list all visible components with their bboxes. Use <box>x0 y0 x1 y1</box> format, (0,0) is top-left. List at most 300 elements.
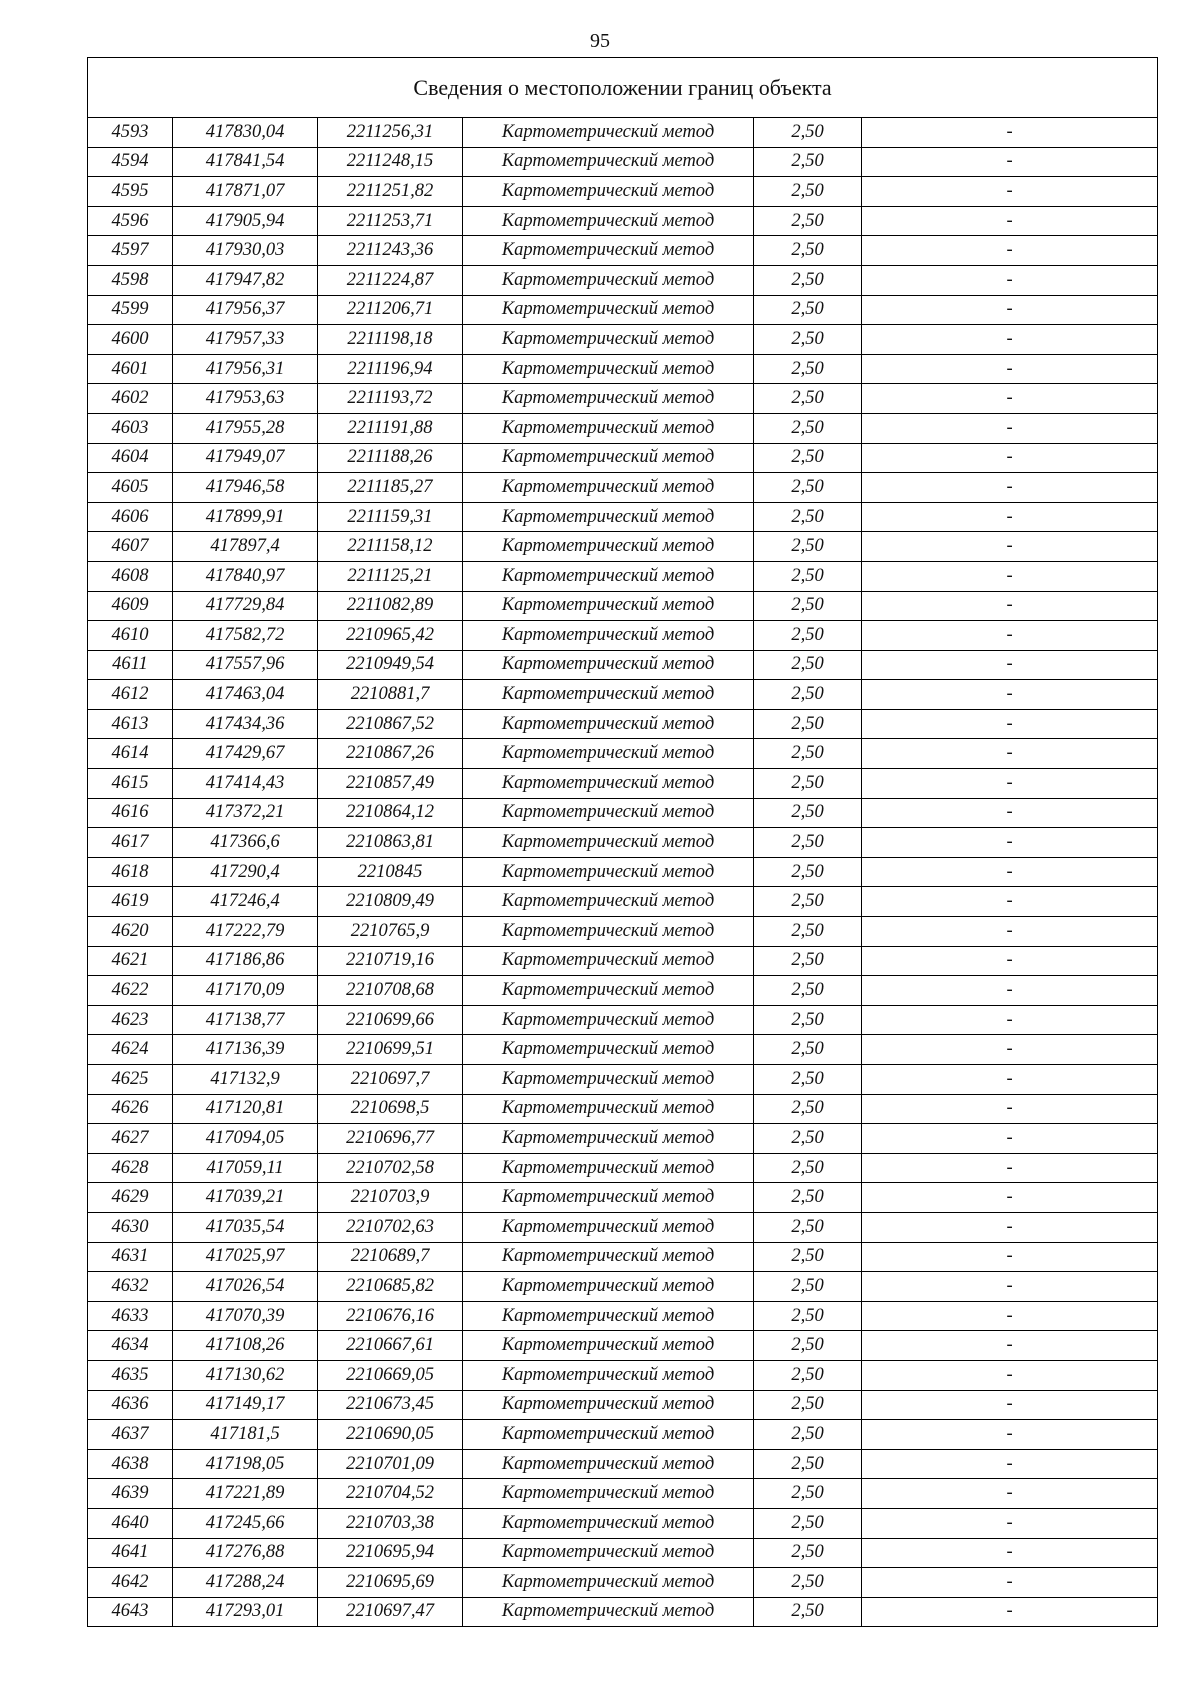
y-coordinate-cell: 2210703,9 <box>318 1183 463 1213</box>
description-cell: - <box>862 295 1158 325</box>
point-number-cell: 4595 <box>88 177 173 207</box>
description-cell: - <box>862 1005 1158 1035</box>
x-coordinate-cell: 417222,79 <box>173 917 318 947</box>
table-row <box>88 976 1158 1006</box>
accuracy-cell: 2,50 <box>754 591 862 621</box>
method-cell: Картометрический метод <box>463 265 754 295</box>
description-cell: - <box>862 1272 1158 1302</box>
point-number-cell: 4598 <box>88 265 173 295</box>
y-coordinate-cell: 2210698,5 <box>318 1094 463 1124</box>
description-cell: - <box>862 828 1158 858</box>
description-cell: - <box>862 1449 1158 1479</box>
point-number-cell: 4635 <box>88 1360 173 1390</box>
method-cell: Картометрический метод <box>463 147 754 177</box>
table-title: Сведения о местоположении границ объекта <box>88 58 1158 118</box>
x-coordinate-cell: 417070,39 <box>173 1301 318 1331</box>
y-coordinate-cell: 2210702,58 <box>318 1153 463 1183</box>
method-cell: Картометрический метод <box>463 739 754 769</box>
accuracy-cell: 2,50 <box>754 798 862 828</box>
accuracy-cell: 2,50 <box>754 1360 862 1390</box>
description-cell: - <box>862 325 1158 355</box>
y-coordinate-cell: 2210702,63 <box>318 1212 463 1242</box>
table-row <box>88 798 1158 828</box>
x-coordinate-cell: 417953,63 <box>173 384 318 414</box>
x-coordinate-cell: 417840,97 <box>173 561 318 591</box>
point-number-cell: 4601 <box>88 354 173 384</box>
y-coordinate-cell: 2211082,89 <box>318 591 463 621</box>
accuracy-cell: 2,50 <box>754 147 862 177</box>
x-coordinate-cell: 417108,26 <box>173 1331 318 1361</box>
method-cell: Картометрический метод <box>463 621 754 651</box>
description-cell: - <box>862 976 1158 1006</box>
description-cell: - <box>862 118 1158 148</box>
method-cell: Картометрический метод <box>463 502 754 532</box>
point-number-cell: 4627 <box>88 1124 173 1154</box>
description-cell: - <box>862 1331 1158 1361</box>
point-number-cell: 4634 <box>88 1331 173 1361</box>
y-coordinate-cell: 2210697,7 <box>318 1065 463 1095</box>
x-coordinate-cell: 417245,66 <box>173 1508 318 1538</box>
description-cell: - <box>862 857 1158 887</box>
point-number-cell: 4602 <box>88 384 173 414</box>
point-number-cell: 4594 <box>88 147 173 177</box>
table-row <box>88 1331 1158 1361</box>
y-coordinate-cell: 2210765,9 <box>318 917 463 947</box>
y-coordinate-cell: 2210703,38 <box>318 1508 463 1538</box>
x-coordinate-cell: 417434,36 <box>173 709 318 739</box>
point-number-cell: 4608 <box>88 561 173 591</box>
description-cell: - <box>862 177 1158 207</box>
method-cell: Картометрический метод <box>463 828 754 858</box>
table-row <box>88 1035 1158 1065</box>
description-cell: - <box>862 1035 1158 1065</box>
description-cell: - <box>862 413 1158 443</box>
accuracy-cell: 2,50 <box>754 1420 862 1450</box>
point-number-cell: 4640 <box>88 1508 173 1538</box>
description-cell: - <box>862 709 1158 739</box>
table-row <box>88 1212 1158 1242</box>
point-number-cell: 4638 <box>88 1449 173 1479</box>
point-number-cell: 4622 <box>88 976 173 1006</box>
y-coordinate-cell: 2210809,49 <box>318 887 463 917</box>
point-number-cell: 4618 <box>88 857 173 887</box>
point-number-cell: 4643 <box>88 1597 173 1627</box>
y-coordinate-cell: 2210676,16 <box>318 1301 463 1331</box>
table-row <box>88 118 1158 148</box>
y-coordinate-cell: 2211196,94 <box>318 354 463 384</box>
point-number-cell: 4624 <box>88 1035 173 1065</box>
accuracy-cell: 2,50 <box>754 295 862 325</box>
method-cell: Картометрический метод <box>463 1242 754 1272</box>
method-cell: Картометрический метод <box>463 1508 754 1538</box>
table-row <box>88 1508 1158 1538</box>
y-coordinate-cell: 2210857,49 <box>318 769 463 799</box>
x-coordinate-cell: 417949,07 <box>173 443 318 473</box>
x-coordinate-cell: 417293,01 <box>173 1597 318 1627</box>
table-row <box>88 1360 1158 1390</box>
y-coordinate-cell: 2210699,66 <box>318 1005 463 1035</box>
point-number-cell: 4616 <box>88 798 173 828</box>
point-number-cell: 4642 <box>88 1568 173 1598</box>
accuracy-cell: 2,50 <box>754 1390 862 1420</box>
y-coordinate-cell: 2211159,31 <box>318 502 463 532</box>
table-row <box>88 1272 1158 1302</box>
accuracy-cell: 2,50 <box>754 236 862 266</box>
table-row <box>88 561 1158 591</box>
page-number: 95 <box>590 30 610 52</box>
method-cell: Картометрический метод <box>463 1597 754 1627</box>
x-coordinate-cell: 417557,96 <box>173 650 318 680</box>
method-cell: Картометрический метод <box>463 1094 754 1124</box>
accuracy-cell: 2,50 <box>754 1479 862 1509</box>
table-row <box>88 946 1158 976</box>
y-coordinate-cell: 2211251,82 <box>318 177 463 207</box>
y-coordinate-cell: 2211256,31 <box>318 118 463 148</box>
point-number-cell: 4628 <box>88 1153 173 1183</box>
point-number-cell: 4615 <box>88 769 173 799</box>
x-coordinate-cell: 417039,21 <box>173 1183 318 1213</box>
accuracy-cell: 2,50 <box>754 680 862 710</box>
table-row <box>88 680 1158 710</box>
x-coordinate-cell: 417120,81 <box>173 1094 318 1124</box>
point-number-cell: 4620 <box>88 917 173 947</box>
table-row <box>88 1390 1158 1420</box>
y-coordinate-cell: 2210867,52 <box>318 709 463 739</box>
accuracy-cell: 2,50 <box>754 1124 862 1154</box>
method-cell: Картометрический метод <box>463 1212 754 1242</box>
x-coordinate-cell: 417186,86 <box>173 946 318 976</box>
point-number-cell: 4610 <box>88 621 173 651</box>
description-cell: - <box>862 1183 1158 1213</box>
x-coordinate-cell: 417035,54 <box>173 1212 318 1242</box>
accuracy-cell: 2,50 <box>754 739 862 769</box>
y-coordinate-cell: 2210695,94 <box>318 1538 463 1568</box>
y-coordinate-cell: 2211158,12 <box>318 532 463 562</box>
description-cell: - <box>862 739 1158 769</box>
point-number-cell: 4639 <box>88 1479 173 1509</box>
accuracy-cell: 2,50 <box>754 1242 862 1272</box>
table-row <box>88 354 1158 384</box>
table-row <box>88 828 1158 858</box>
method-cell: Картометрический метод <box>463 887 754 917</box>
accuracy-cell: 2,50 <box>754 946 862 976</box>
point-number-cell: 4604 <box>88 443 173 473</box>
x-coordinate-cell: 417132,9 <box>173 1065 318 1095</box>
description-cell: - <box>862 206 1158 236</box>
table-row <box>88 384 1158 414</box>
y-coordinate-cell: 2210845 <box>318 857 463 887</box>
y-coordinate-cell: 2210867,26 <box>318 739 463 769</box>
x-coordinate-cell: 417955,28 <box>173 413 318 443</box>
accuracy-cell: 2,50 <box>754 1094 862 1124</box>
accuracy-cell: 2,50 <box>754 1301 862 1331</box>
x-coordinate-cell: 417957,33 <box>173 325 318 355</box>
method-cell: Картометрический метод <box>463 118 754 148</box>
method-cell: Картометрический метод <box>463 295 754 325</box>
accuracy-cell: 2,50 <box>754 265 862 295</box>
description-cell: - <box>862 1508 1158 1538</box>
accuracy-cell: 2,50 <box>754 1568 862 1598</box>
description-cell: - <box>862 1124 1158 1154</box>
point-number-cell: 4621 <box>88 946 173 976</box>
description-cell: - <box>862 769 1158 799</box>
table-row <box>88 917 1158 947</box>
y-coordinate-cell: 2211224,87 <box>318 265 463 295</box>
y-coordinate-cell: 2210881,7 <box>318 680 463 710</box>
accuracy-cell: 2,50 <box>754 1035 862 1065</box>
x-coordinate-cell: 417025,97 <box>173 1242 318 1272</box>
description-cell: - <box>862 1597 1158 1627</box>
x-coordinate-cell: 417136,39 <box>173 1035 318 1065</box>
table-row <box>88 769 1158 799</box>
method-cell: Картометрический метод <box>463 1479 754 1509</box>
method-cell: Картометрический метод <box>463 1065 754 1095</box>
accuracy-cell: 2,50 <box>754 502 862 532</box>
table-row <box>88 621 1158 651</box>
description-cell: - <box>862 473 1158 503</box>
table-row <box>88 709 1158 739</box>
method-cell: Картометрический метод <box>463 206 754 236</box>
y-coordinate-cell: 2210667,61 <box>318 1331 463 1361</box>
y-coordinate-cell: 2211253,71 <box>318 206 463 236</box>
point-number-cell: 4596 <box>88 206 173 236</box>
table-row <box>88 591 1158 621</box>
y-coordinate-cell: 2210669,05 <box>318 1360 463 1390</box>
table-row <box>88 206 1158 236</box>
y-coordinate-cell: 2210699,51 <box>318 1035 463 1065</box>
description-cell: - <box>862 1360 1158 1390</box>
x-coordinate-cell: 417871,07 <box>173 177 318 207</box>
method-cell: Картометрический метод <box>463 325 754 355</box>
description-cell: - <box>862 147 1158 177</box>
y-coordinate-cell: 2211193,72 <box>318 384 463 414</box>
y-coordinate-cell: 2210697,47 <box>318 1597 463 1627</box>
x-coordinate-cell: 417956,37 <box>173 295 318 325</box>
point-number-cell: 4593 <box>88 118 173 148</box>
description-cell: - <box>862 887 1158 917</box>
method-cell: Картометрический метод <box>463 680 754 710</box>
accuracy-cell: 2,50 <box>754 384 862 414</box>
point-number-cell: 4607 <box>88 532 173 562</box>
point-number-cell: 4633 <box>88 1301 173 1331</box>
y-coordinate-cell: 2211198,18 <box>318 325 463 355</box>
method-cell: Картометрический метод <box>463 976 754 1006</box>
x-coordinate-cell: 417729,84 <box>173 591 318 621</box>
method-cell: Картометрический метод <box>463 443 754 473</box>
x-coordinate-cell: 417221,89 <box>173 1479 318 1509</box>
accuracy-cell: 2,50 <box>754 1508 862 1538</box>
y-coordinate-cell: 2210965,42 <box>318 621 463 651</box>
y-coordinate-cell: 2210863,81 <box>318 828 463 858</box>
point-number-cell: 4603 <box>88 413 173 443</box>
table-body <box>88 58 1158 1627</box>
point-number-cell: 4599 <box>88 295 173 325</box>
y-coordinate-cell: 2210719,16 <box>318 946 463 976</box>
table-row <box>88 1005 1158 1035</box>
x-coordinate-cell: 417905,94 <box>173 206 318 236</box>
y-coordinate-cell: 2210704,52 <box>318 1479 463 1509</box>
accuracy-cell: 2,50 <box>754 1065 862 1095</box>
accuracy-cell: 2,50 <box>754 206 862 236</box>
y-coordinate-cell: 2210708,68 <box>318 976 463 1006</box>
point-number-cell: 4625 <box>88 1065 173 1095</box>
method-cell: Картометрический метод <box>463 1538 754 1568</box>
accuracy-cell: 2,50 <box>754 1153 862 1183</box>
table-row <box>88 413 1158 443</box>
point-number-cell: 4630 <box>88 1212 173 1242</box>
accuracy-cell: 2,50 <box>754 1183 862 1213</box>
point-number-cell: 4632 <box>88 1272 173 1302</box>
point-number-cell: 4636 <box>88 1390 173 1420</box>
accuracy-cell: 2,50 <box>754 354 862 384</box>
table-row <box>88 325 1158 355</box>
y-coordinate-cell: 2211243,36 <box>318 236 463 266</box>
x-coordinate-cell: 417463,04 <box>173 680 318 710</box>
method-cell: Картометрический метод <box>463 1449 754 1479</box>
method-cell: Картометрический метод <box>463 1301 754 1331</box>
x-coordinate-cell: 417947,82 <box>173 265 318 295</box>
x-coordinate-cell: 417149,17 <box>173 1390 318 1420</box>
table-row <box>88 1242 1158 1272</box>
description-cell: - <box>862 384 1158 414</box>
description-cell: - <box>862 680 1158 710</box>
description-cell: - <box>862 354 1158 384</box>
table-row <box>88 265 1158 295</box>
y-coordinate-cell: 2210685,82 <box>318 1272 463 1302</box>
y-coordinate-cell: 2211206,71 <box>318 295 463 325</box>
method-cell: Картометрический метод <box>463 1183 754 1213</box>
method-cell: Картометрический метод <box>463 561 754 591</box>
x-coordinate-cell: 417414,43 <box>173 769 318 799</box>
description-cell: - <box>862 591 1158 621</box>
x-coordinate-cell: 417094,05 <box>173 1124 318 1154</box>
accuracy-cell: 2,50 <box>754 769 862 799</box>
x-coordinate-cell: 417899,91 <box>173 502 318 532</box>
y-coordinate-cell: 2210696,77 <box>318 1124 463 1154</box>
table-row <box>88 1301 1158 1331</box>
y-coordinate-cell: 2210690,05 <box>318 1420 463 1450</box>
accuracy-cell: 2,50 <box>754 709 862 739</box>
table-row <box>88 1124 1158 1154</box>
method-cell: Картометрический метод <box>463 177 754 207</box>
method-cell: Картометрический метод <box>463 1420 754 1450</box>
point-number-cell: 4631 <box>88 1242 173 1272</box>
description-cell: - <box>862 798 1158 828</box>
y-coordinate-cell: 2210949,54 <box>318 650 463 680</box>
accuracy-cell: 2,50 <box>754 621 862 651</box>
description-cell: - <box>862 502 1158 532</box>
table-row <box>88 1420 1158 1450</box>
x-coordinate-cell: 417276,88 <box>173 1538 318 1568</box>
description-cell: - <box>862 1094 1158 1124</box>
method-cell: Картометрический метод <box>463 354 754 384</box>
description-cell: - <box>862 265 1158 295</box>
table-title-row <box>88 58 1158 118</box>
x-coordinate-cell: 417181,5 <box>173 1420 318 1450</box>
y-coordinate-cell: 2211125,21 <box>318 561 463 591</box>
accuracy-cell: 2,50 <box>754 1449 862 1479</box>
point-number-cell: 4600 <box>88 325 173 355</box>
description-cell: - <box>862 561 1158 591</box>
x-coordinate-cell: 417059,11 <box>173 1153 318 1183</box>
x-coordinate-cell: 417170,09 <box>173 976 318 1006</box>
description-cell: - <box>862 1212 1158 1242</box>
table-row <box>88 473 1158 503</box>
method-cell: Картометрический метод <box>463 1005 754 1035</box>
description-cell: - <box>862 1538 1158 1568</box>
accuracy-cell: 2,50 <box>754 473 862 503</box>
table-row <box>88 857 1158 887</box>
point-number-cell: 4637 <box>88 1420 173 1450</box>
accuracy-cell: 2,50 <box>754 887 862 917</box>
point-number-cell: 4613 <box>88 709 173 739</box>
description-cell: - <box>862 1301 1158 1331</box>
x-coordinate-cell: 417288,24 <box>173 1568 318 1598</box>
y-coordinate-cell: 2210701,09 <box>318 1449 463 1479</box>
accuracy-cell: 2,50 <box>754 443 862 473</box>
point-number-cell: 4623 <box>88 1005 173 1035</box>
x-coordinate-cell: 417366,6 <box>173 828 318 858</box>
x-coordinate-cell: 417841,54 <box>173 147 318 177</box>
x-coordinate-cell: 417956,31 <box>173 354 318 384</box>
y-coordinate-cell: 2211185,27 <box>318 473 463 503</box>
method-cell: Картометрический метод <box>463 1153 754 1183</box>
description-cell: - <box>862 532 1158 562</box>
method-cell: Картометрический метод <box>463 917 754 947</box>
table-row <box>88 739 1158 769</box>
accuracy-cell: 2,50 <box>754 650 862 680</box>
method-cell: Картометрический метод <box>463 709 754 739</box>
x-coordinate-cell: 417246,4 <box>173 887 318 917</box>
x-coordinate-cell: 417026,54 <box>173 1272 318 1302</box>
method-cell: Картометрический метод <box>463 1568 754 1598</box>
point-number-cell: 4612 <box>88 680 173 710</box>
method-cell: Картометрический метод <box>463 236 754 266</box>
description-cell: - <box>862 236 1158 266</box>
description-cell: - <box>862 1479 1158 1509</box>
accuracy-cell: 2,50 <box>754 1597 862 1627</box>
accuracy-cell: 2,50 <box>754 1005 862 1035</box>
x-coordinate-cell: 417897,4 <box>173 532 318 562</box>
table-row <box>88 443 1158 473</box>
table-row <box>88 1153 1158 1183</box>
accuracy-cell: 2,50 <box>754 561 862 591</box>
point-number-cell: 4605 <box>88 473 173 503</box>
accuracy-cell: 2,50 <box>754 118 862 148</box>
description-cell: - <box>862 1065 1158 1095</box>
table-row <box>88 177 1158 207</box>
description-cell: - <box>862 1420 1158 1450</box>
table-row <box>88 1065 1158 1095</box>
description-cell: - <box>862 650 1158 680</box>
boundary-coordinates-table <box>87 57 1158 1627</box>
point-number-cell: 4626 <box>88 1094 173 1124</box>
table-row <box>88 887 1158 917</box>
accuracy-cell: 2,50 <box>754 413 862 443</box>
y-coordinate-cell: 2210864,12 <box>318 798 463 828</box>
table-row <box>88 1597 1158 1627</box>
accuracy-cell: 2,50 <box>754 325 862 355</box>
description-cell: - <box>862 1390 1158 1420</box>
method-cell: Картометрический метод <box>463 650 754 680</box>
method-cell: Картометрический метод <box>463 591 754 621</box>
y-coordinate-cell: 2211188,26 <box>318 443 463 473</box>
x-coordinate-cell: 417830,04 <box>173 118 318 148</box>
x-coordinate-cell: 417372,21 <box>173 798 318 828</box>
accuracy-cell: 2,50 <box>754 1538 862 1568</box>
table-row <box>88 236 1158 266</box>
point-number-cell: 4629 <box>88 1183 173 1213</box>
